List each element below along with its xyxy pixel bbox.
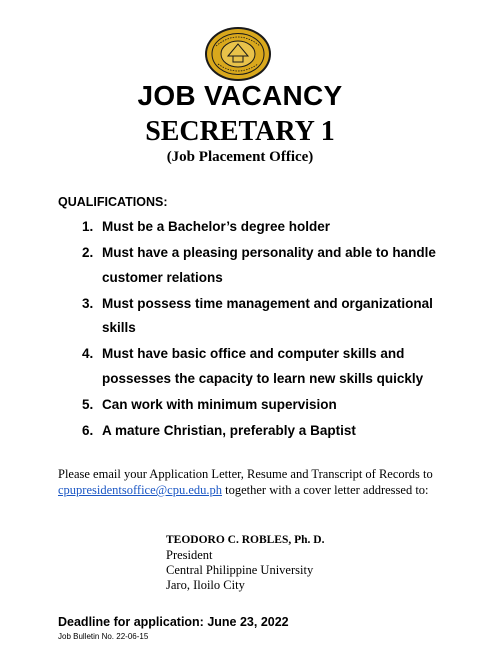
list-item <box>82 215 462 240</box>
addressee-name: TEODORO C. ROBLES, Ph. D. <box>166 534 325 546</box>
list-item-number: 5. <box>82 396 94 412</box>
application-instructions <box>58 466 438 498</box>
list-item-text: A mature Christian, preferably a Baptist <box>102 422 356 438</box>
list-item <box>82 241 462 290</box>
list-item-text: Must have basic office and computer skills and possesses the capacity to learn new skills quickly <box>102 346 424 386</box>
list-item-number: 3. <box>82 295 94 311</box>
list-item-number: 1. <box>82 219 94 234</box>
list-item-number: 4. <box>82 346 94 361</box>
job-bulletin-number: Job Bulletin No. 22-06-15 <box>58 632 149 641</box>
instructions-text: Please email your Application Letter, Resume and Transcript of Records to <box>58 467 433 481</box>
email-link[interactable]: cpupresidentsoffice@cpu.edu.ph <box>58 483 223 497</box>
addressee-institution: Central Philippine University <box>166 563 314 577</box>
list-item-text: Must possess time management and organizational skills <box>102 295 433 335</box>
qualifications-list <box>82 215 462 445</box>
addressee-block <box>166 533 324 593</box>
list-item <box>82 393 462 418</box>
list-item-text: Can work with minimum supervision <box>102 396 337 412</box>
position-title: SECRETARY 1 <box>145 116 335 147</box>
addressee-location: Jaro, Iloilo City <box>166 578 245 592</box>
instructions-text-end: together with a cover letter addressed to: <box>222 483 429 497</box>
list-item-number: 2. <box>82 245 94 260</box>
office-name: (Job Placement Office) <box>166 149 314 165</box>
page-title: JOB VACANCY <box>137 80 343 111</box>
list-item <box>82 419 462 444</box>
list-item-number: 6. <box>82 422 94 438</box>
list-item <box>82 342 462 391</box>
list-item-text: Must be a Bachelor’s degree holder <box>102 219 331 234</box>
addressee-title: President <box>166 548 213 562</box>
application-deadline: Deadline for application: June 23, 2022 <box>58 615 289 629</box>
list-item-text: Must have a pleasing personality and able to handle customer relations <box>102 245 436 285</box>
qualifications-heading: QUALIFICATIONS: <box>58 195 168 209</box>
list-item <box>82 292 462 341</box>
university-seal-icon <box>204 26 272 82</box>
